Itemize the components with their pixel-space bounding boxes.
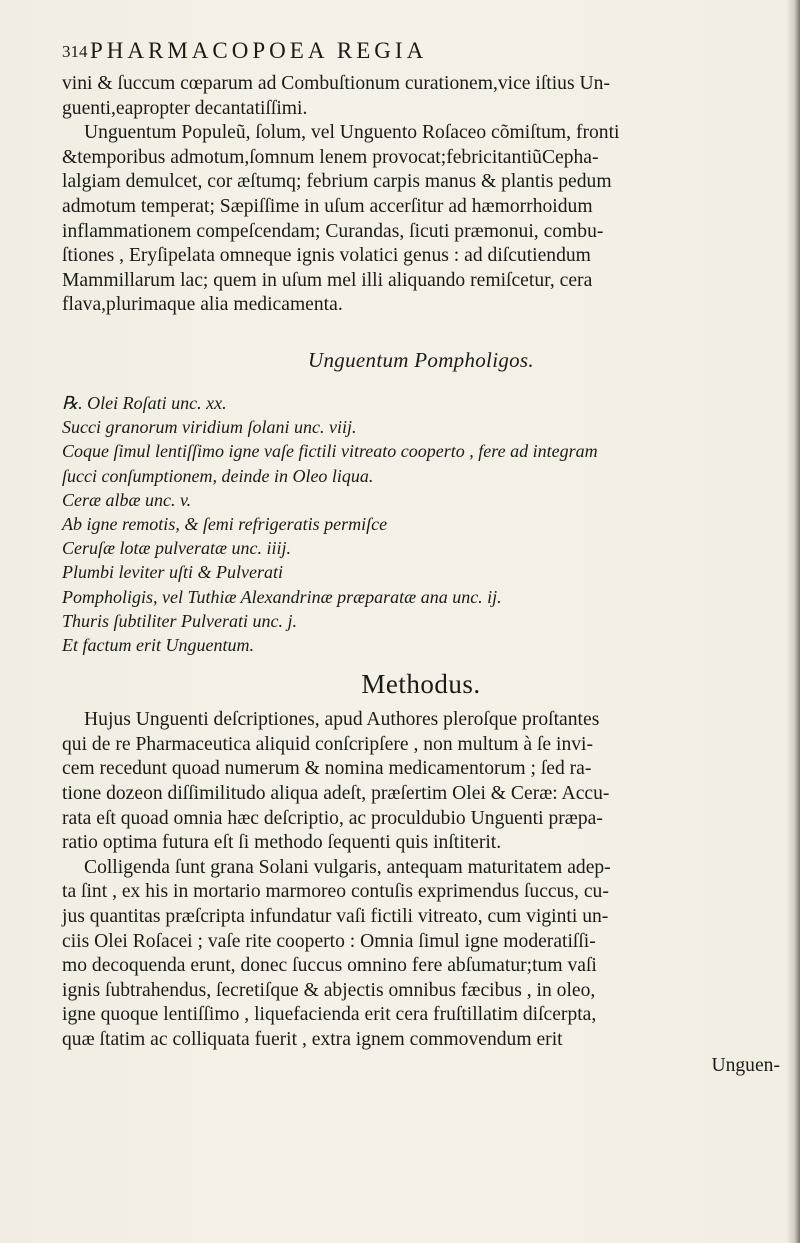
text-line: jus quantitas præſcripta infundatur vaſi fictili vitreato, cum viginti un-: [62, 905, 609, 927]
text-line: lalgiam demulcet, cor æſtumq; febrium carpis manus & plantis pedum: [62, 171, 612, 193]
text-line: rata eſt quoad omnia hæc deſcriptio, ac proculdubio Unguenti præpa-: [62, 807, 603, 829]
text-line: Hujus Unguenti deſcriptiones, apud Authores pleroſque proſtantes: [84, 709, 600, 731]
recipe-line: Ab igne remotis, & ſemi refrigeratis permiſce: [62, 513, 388, 534]
page-edge-shadow: [786, 0, 800, 1243]
running-head: [62, 38, 780, 66]
text-line: ratio optima futura eſt ſi methodo ſequenti quis inſtiterit.: [62, 832, 502, 854]
text-line: ta ſint , ex his in mortario marmoreo contuſis exprimendus ſuccus, cu-: [62, 881, 609, 903]
text-line: &temporibus admotum,ſomnum lenem provocat;febricitantiũCepha-: [62, 146, 599, 168]
text-line: igne quoque lentiſſimo , liquefacienda erit cera fruſtillatim diſcerpta,: [62, 1004, 597, 1026]
text-line: Mammillarum lac; quem in uſum mel illi aliquando remiſcetur, cera: [62, 269, 593, 291]
recipe-line: ℞. Olei Roſati unc. xx.: [62, 392, 227, 413]
recipe-title: Unguentum Pompholigos.: [308, 347, 534, 372]
text-line: qui de re Pharmaceutica aliquid conſcripſere , non multum à ſe invi-: [62, 733, 594, 755]
page-number: 314: [62, 42, 88, 61]
text-line: ciis Olei Roſacei ; vaſe rite cooperto : Omnia ſimul igne moderatiſſi-: [62, 930, 596, 952]
running-title: PHARMACOPOEA REGIA: [90, 38, 428, 63]
page-content: [62, 38, 780, 1078]
recipe-line: Pompholigis, vel Tuthiæ Alexandrinæ præparatæ ana unc. ij.: [62, 586, 502, 607]
catchword: Unguen-: [711, 1055, 780, 1077]
paragraph-method: [62, 856, 780, 1053]
text-line: vini & ſuccum cœparum ad Combuſtionum curationem,vice iſtius Un-: [62, 73, 610, 94]
paragraph-combustion: [62, 72, 780, 121]
text-line: ignis ſubtrahendus, ſecretiſque & abjectis omnibus fæcibus , in oleo,: [62, 979, 596, 1001]
text-line: quæ ſtatim ac colliquata fuerit , extra ignem commovendum erit: [62, 1028, 563, 1050]
paragraph-populeum: [62, 121, 780, 318]
text-line: admotum temperat; Sæpiſſime in uſum accerſitur ad hæmorrhoidum: [62, 195, 593, 217]
recipe-line: ſucci conſumptionem, deinde in Oleo liqua.: [62, 465, 374, 486]
text-line: ſtiones , Eryſipelata omneque ignis volatici genus : ad diſcutiendum: [62, 245, 591, 267]
text-line: inflammationem compeſcendam; Curandas, ſicuti præmonui, combu-: [62, 220, 604, 242]
recipe-line: Succi granorum viridium ſolani unc. viij.: [62, 417, 357, 438]
text-line: tione dozeon diſſimilitudo aliqua adeſt, præſertim Olei & Ceræ: Accu-: [62, 782, 610, 804]
recipe-line: Coque ſimul lentiſſimo igne vaſe fictili vitreato cooperto , fere ad integram: [62, 441, 598, 462]
paragraph-descriptions: [62, 708, 780, 856]
text-line: Colligenda ſunt grana Solani vulgaris, antequam maturitatem adep-: [84, 856, 611, 878]
recipe-line: Ceruſæ lotæ pulveratæ unc. iiij.: [62, 538, 291, 559]
text-line: cem recedunt quoad numerum & nomina medicamentorum ; ſed ra-: [62, 758, 592, 780]
method-title: Methodus.: [361, 669, 481, 700]
recipe-line: Et factum erit Unguentum.: [62, 634, 254, 655]
recipe-line: Plumbi leviter uſti & Pulverati: [62, 562, 283, 583]
recipe-block: [62, 391, 780, 657]
text-line: guenti,eapropter decantatiſſimi.: [62, 97, 308, 119]
recipe-line: Thuris ſubtiliter Pulverati unc. j.: [62, 610, 297, 631]
recipe-line: Ceræ albæ unc. v.: [62, 489, 192, 510]
text-line: mo decoquenda erunt, donec ſuccus omnino fere abſumatur;tum vaſi: [62, 955, 597, 977]
text-line: flava,plurimaque alia medicamenta.: [62, 294, 343, 316]
text-line: Unguentum Populeũ, ſolum, vel Unguento Roſaceo cõmiſtum, fronti: [84, 122, 620, 144]
